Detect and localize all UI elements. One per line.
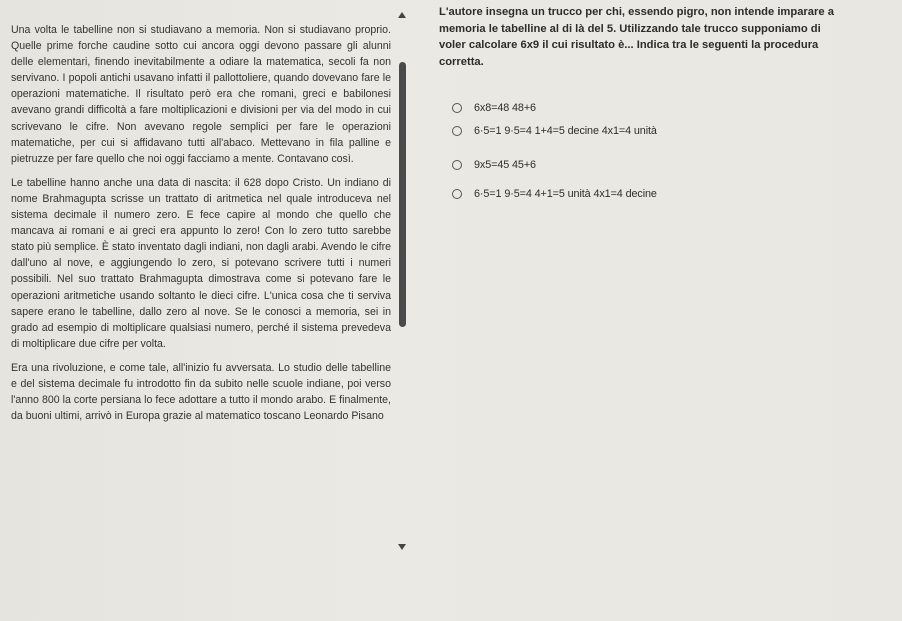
reading-paragraph-2: Le tabelline hanno anche una data di nascita: il 628 dopo Cristo. Un indiano di nome Brahmagupta scrisse un trattato di aritmetica nel quale introduceva nel sistema decimale il numero zero. E fece capire al mondo che quello che mancava ai romani e ai greci era appunto lo zero! Con lo zero tutto sarebbe stato più semplice. È stato inventato dagli indiani, non dagli arabi. Avendo le cifre dall'uno al nove, e aggiungendo lo zero, si potevano scrivere tutti i numeri possibili. Nel suo trattato Brahmagupta dimostrava come si potevano fare le operazioni aritmetiche usando soltanto le dieci cifre. L'unica cosa che ti serviva sapere erano le tabelline, dallo zero al nove. Se le conosci a memoria, sei in grado ad esempio di moltiplicare qualsiasi numero, perché il sistema prevedeva di moltiplicare due cifre per volta. (11, 176, 391, 350)
option-2[interactable] (452, 123, 657, 139)
option-1[interactable] (452, 100, 536, 116)
scroll-down-arrow-icon[interactable] (398, 544, 406, 550)
reading-paragraph-3: Era una rivoluzione, e come tale, all'inizio fu avversata. Lo studio delle tabelline e del sistema decimale fu introdotto fin da subito nelle scuole indiane, poi verso l'anno 800 la corte persiana lo fece adottare a tutto il mondo arabo. E finalmente, da buoni ultimi, arrivò in Europa grazie al matematico toscano Leonardo Pisano (11, 361, 391, 423)
option-3[interactable] (452, 157, 536, 173)
scroll-thumb[interactable] (399, 62, 406, 327)
reading-paragraph-1: Una volta le tabelline non si studiavano a memoria. Non si studiavano proprio. Quelle prime forche caudine sotto cui ancora oggi devono passare gli alunni delle elementari, finendo inevitabilmente a odiare la matematica, secoli fa non servivano. I popoli antichi usavano infatti il pallottoliere, quando dovevano fare le operazioni matematiche. Il risultato però era che romani, greci e babilonesi avevano grandi difficoltà a fare moltiplicazioni e divisioni per via del modo in cui scrivevano le cifre. Non avevano regole semplici per fare le operazioni matematiche, per cui si affidavano tutti all'abaco. Mettevano in fila palline e pietruzze per fare quello che noi oggi facciamo a mente. Contavano così. (11, 24, 391, 165)
option-4-label: 6·5=1 9·5=4 4+1=5 unità 4x1=4 decine (474, 188, 657, 200)
question-text: L'autore insegna un trucco per chi, essendo pigro, non intende imparare a memoria le tabelline al di là del 5. Utilizzando tale trucco supponiamo di voler calcolare 6x9 il cui risultato è... Indica tra le seguenti la procedura corretta. (439, 6, 834, 68)
option-2-label: 6·5=1 9·5=4 1+4=5 decine 4x1=4 unità (474, 125, 657, 137)
reading-scrollbar[interactable] (396, 12, 410, 550)
option-4[interactable] (452, 186, 657, 202)
radio-button[interactable] (452, 103, 462, 113)
radio-button[interactable] (452, 189, 462, 199)
scroll-up-arrow-icon[interactable] (398, 12, 406, 18)
radio-button[interactable] (452, 126, 462, 136)
reading-passage (11, 22, 391, 432)
option-3-label: 9x5=45 45+6 (474, 159, 536, 171)
option-1-label: 6x8=48 48+6 (474, 102, 536, 114)
radio-button[interactable] (452, 160, 462, 170)
